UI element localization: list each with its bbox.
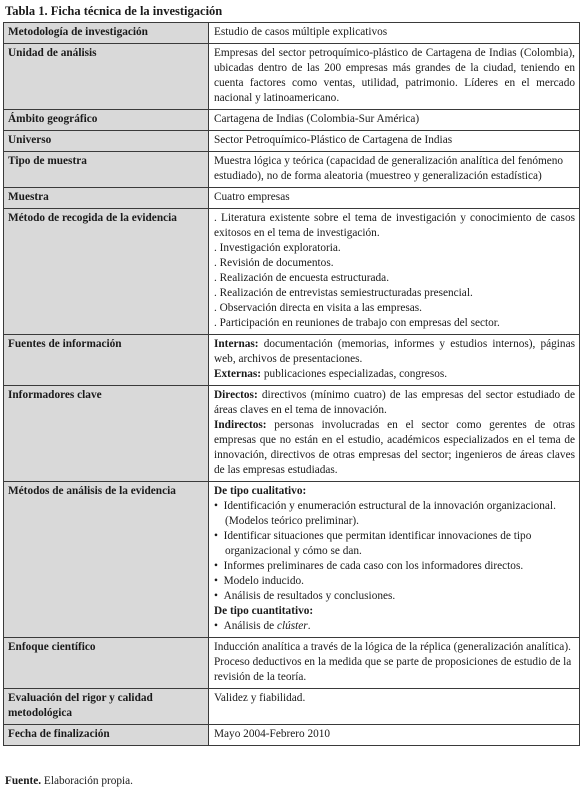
list-item: . Realización de entrevistas semiestructuradas presencial. <box>214 287 473 299</box>
row-label: Informadores clave <box>4 386 209 482</box>
quantitative-heading: De tipo cuantitativo: <box>214 605 314 617</box>
row-value: Mayo 2004-Febrero 2010 <box>209 725 580 746</box>
list-item: . Investigación exploratoria. <box>214 242 341 254</box>
table-row <box>4 638 580 689</box>
table-title: Tabla 1. Ficha técnica de la investigación <box>5 4 223 18</box>
table-row <box>4 188 580 209</box>
list-item: • Análisis de clúster. <box>214 619 575 634</box>
row-label: Universo <box>4 131 209 152</box>
qualitative-heading: De tipo cualitativo: <box>214 485 307 497</box>
row-label: Metodología de investigación <box>4 23 209 44</box>
table-row <box>4 152 580 188</box>
internal-sources-text: documentación (memorias, informes y estudios internos), páginas web, archivos de presentaciones. <box>214 338 575 365</box>
evidence-collection-list <box>209 209 580 335</box>
row-value: Empresas del sector petroquímico-plástico de Cartagena de Indias (Colombia), ubicadas dentro de las 200 empresas más grandes de la ciudad, teniendo en cuenta factores como ventas, utilidad, patrimonio. Líderes en el mercado nacional y latinoamericano. <box>209 44 580 110</box>
row-value: Muestra lógica y teórica (capacidad de generalización analítica del fenómeno estudiado), no de forma aleatoria (muestreo y generalización estadística) <box>209 152 580 188</box>
row-label: Muestra <box>4 188 209 209</box>
direct-informants-text: directivos (mínimo cuatro) de las empresas del sector estudiado de áreas claves en el tema de innovación. <box>214 389 575 416</box>
table-row <box>4 386 580 482</box>
list-item: • Identificación y enumeración estructural de la innovación organizacional. (Modelos teórico preliminar). <box>214 499 575 529</box>
row-label: Unidad de análisis <box>4 44 209 110</box>
table-row <box>4 725 580 746</box>
row-label: Tipo de muestra <box>4 152 209 188</box>
indirect-informants-text: personas involucradas en el sector como gerentes de otras empresas que no están en el estudio, académicos especializados en el tema de innovación, directivos de otras empresas del sector; ingenieros de áreas claves de las empresas estudiadas. <box>214 419 575 476</box>
table-row <box>4 482 580 638</box>
research-data-sheet-table <box>3 22 580 746</box>
table-row <box>4 335 580 386</box>
list-item: • Análisis de resultados y conclusiones. <box>214 589 575 604</box>
row-value: Sector Petroquímico-Plástico de Cartagena de Indias <box>209 131 580 152</box>
table-row <box>4 209 580 335</box>
row-label: Evaluación del rigor y calidad metodológica <box>4 689 209 725</box>
external-sources-label: Externas: <box>214 368 262 380</box>
row-label: Fuentes de información <box>4 335 209 386</box>
analysis-methods <box>209 482 580 638</box>
table-row <box>4 689 580 725</box>
source-label: Fuente. <box>5 775 42 787</box>
external-sources-text: publicaciones especializadas, congresos. <box>261 368 448 380</box>
table-row <box>4 44 580 110</box>
list-item: . Revisión de documentos. <box>214 257 334 269</box>
list-item: • Modelo inducido. <box>214 574 575 589</box>
list-item: . Literatura existente sobre el tema de investigación y conocimiento de casos exitosos en el tema de investigación. <box>214 212 575 239</box>
row-label: Fecha de finalización <box>4 725 209 746</box>
list-item: • Informes preliminares de cada caso con los informadores directos. <box>214 559 575 574</box>
row-value: Cartagena de Indias (Colombia-Sur América) <box>209 110 580 131</box>
list-item: . Participación en reuniones de trabajo con empresas del sector. <box>214 317 500 329</box>
list-item: . Realización de encuesta estructurada. <box>214 272 390 284</box>
row-label: Ámbito geográfico <box>4 110 209 131</box>
row-value: Validez y fiabilidad. <box>209 689 580 725</box>
table-row <box>4 131 580 152</box>
key-informants <box>209 386 580 482</box>
row-value: Inducción analítica a través de la lógica de la réplica (generalización analítica). Proceso deductivos en la medida que se parte de proposiciones de estudio de la revisión de la teoría. <box>209 638 580 689</box>
direct-informants-label: Directos: <box>214 389 258 401</box>
list-item: • Identificar situaciones que permitan identificar innovaciones de tipo organizacional y cómo se dan. <box>214 529 575 559</box>
row-value: Cuatro empresas <box>209 188 580 209</box>
table-source <box>5 775 133 787</box>
cluster-term: clúster <box>276 620 308 632</box>
internal-sources-label: Internas: <box>214 338 259 350</box>
information-sources <box>209 335 580 386</box>
row-label: Enfoque científico <box>4 638 209 689</box>
row-label: Método de recogida de la evidencia <box>4 209 209 335</box>
table-row <box>4 110 580 131</box>
source-text: Elaboración propia. <box>41 775 134 787</box>
row-value: Estudio de casos múltiple explicativos <box>209 23 580 44</box>
table-row <box>4 23 580 44</box>
list-item: . Observación directa en visita a las empresas. <box>214 302 422 314</box>
indirect-informants-label: Indirectos: <box>214 419 267 431</box>
row-label: Métodos de análisis de la evidencia <box>4 482 209 638</box>
